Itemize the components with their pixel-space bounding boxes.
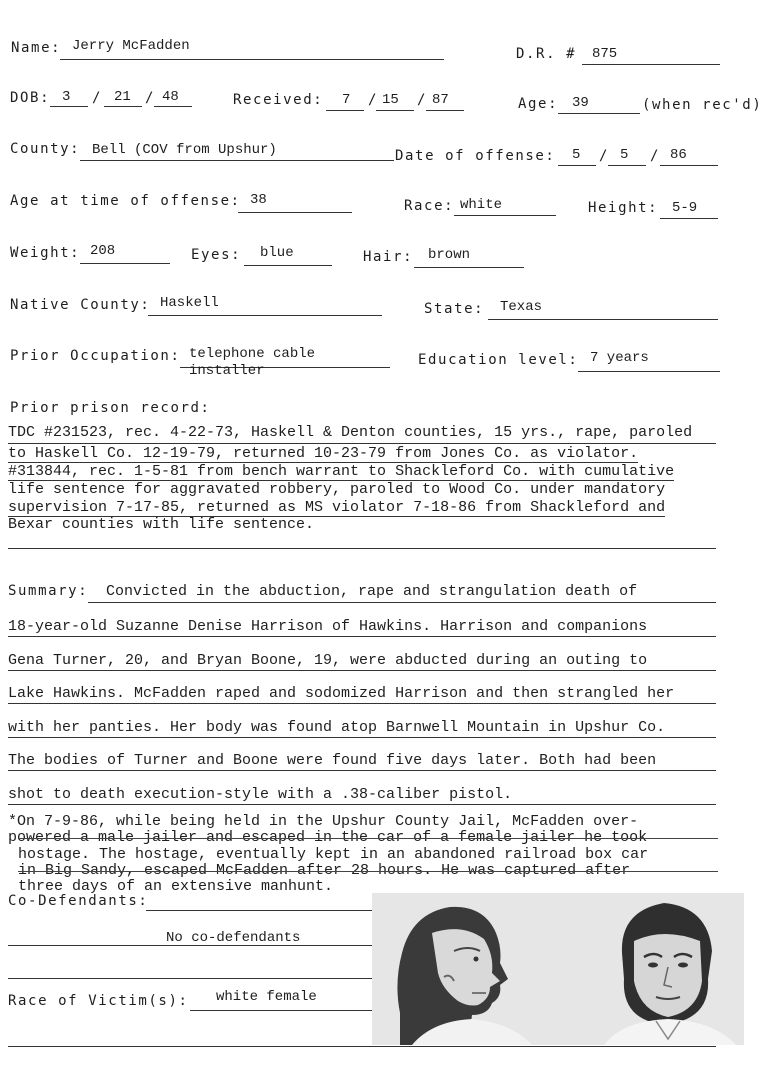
received-year-line xyxy=(426,110,464,111)
summary-line: 18-year-old Suzanne Denise Harrison of Hawkins. Harrison and companions xyxy=(8,618,648,635)
received-label: Received: xyxy=(233,92,324,108)
slash: / xyxy=(145,90,156,106)
weight-line xyxy=(80,263,170,264)
escape-note-line: *On 7-9-86, while being held in the Upshur County Jail, McFadden over- xyxy=(8,813,639,830)
eyes-label: Eyes: xyxy=(191,247,242,263)
slash: / xyxy=(599,148,610,164)
county-line xyxy=(80,160,394,161)
summary-line: The bodies of Turner and Boone were found five days later. Both had been xyxy=(8,752,657,769)
weight-label: Weight: xyxy=(10,245,81,261)
age-line xyxy=(558,113,640,114)
summary-line: with her panties. Her body was found atop Barnwell Mountain in Upshur Co. xyxy=(8,719,666,736)
when-recd-note: (when rec'd) xyxy=(642,97,763,113)
summary-rule xyxy=(88,602,716,603)
summary-rule xyxy=(8,636,716,637)
prior-record-line: supervision 7-17-85, returned as MS violator 7-18-86 from Shackleford and xyxy=(8,499,666,516)
received-day: 15 xyxy=(382,92,399,108)
slash: / xyxy=(417,92,428,108)
dob-month-line xyxy=(50,106,88,107)
offense-year: 86 xyxy=(670,147,687,163)
name-line xyxy=(60,59,444,60)
date-of-offense-label: Date of offense: xyxy=(395,148,556,164)
age-value: 39 xyxy=(572,95,589,111)
offense-year-line xyxy=(660,165,718,166)
race-line xyxy=(454,215,556,216)
received-month: 7 xyxy=(342,92,351,108)
prior-record-line: Bexar counties with life sentence. xyxy=(8,516,315,533)
dob-label: DOB: xyxy=(10,90,51,106)
mugshot-image xyxy=(372,893,744,1045)
prior-record-line: TDC #231523, rec. 4-22-73, Haskell & Denton counties, 15 yrs., rape, paroled xyxy=(8,424,693,441)
education-level-value: 7 years xyxy=(590,350,649,366)
hair-label: Hair: xyxy=(363,249,414,265)
age-at-offense-value: 38 xyxy=(250,192,267,208)
mugshot-photo xyxy=(372,893,744,1045)
escape-note-line: powered a male jailer and escaped in the car of a female jailer he took xyxy=(8,829,648,846)
name-label: Name: xyxy=(11,40,62,56)
prior-prison-record-label: Prior prison record: xyxy=(10,400,211,416)
escape-note-line: three days of an extensive manhunt. xyxy=(18,878,334,895)
dob-day-line xyxy=(104,106,142,107)
height-label: Height: xyxy=(588,200,659,216)
received-month-line xyxy=(326,110,364,111)
eyes-value: blue xyxy=(260,245,294,261)
hair-line xyxy=(414,267,524,268)
summary-rule xyxy=(8,703,716,704)
summary-rule xyxy=(8,804,716,805)
race-of-victims-value: white female xyxy=(216,989,317,1005)
offense-day: 5 xyxy=(620,147,629,163)
summary-line: Convicted in the abduction, rape and strangulation death of xyxy=(106,583,638,600)
strikethrough-line xyxy=(18,871,718,872)
offense-month-line xyxy=(558,165,596,166)
summary-line: Gena Turner, 20, and Bryan Boone, 19, were abducted during an outing to xyxy=(8,652,648,669)
summary-rule xyxy=(8,737,716,738)
state-line xyxy=(488,319,718,320)
escape-note-line: in Big Sandy, escaped McFadden after 28 hours. He was captured after xyxy=(18,862,631,879)
co-defendants-line xyxy=(146,910,372,911)
prior-record-rule xyxy=(8,548,716,549)
prior-record-line: to Haskell Co. 12-19-79, returned 10-23-79 from Jones Co. as violator. xyxy=(8,445,639,462)
native-county-value: Haskell xyxy=(160,295,219,311)
bottom-rule xyxy=(8,1046,716,1047)
county-label: County: xyxy=(10,141,81,157)
state-label: State: xyxy=(424,301,485,317)
summary-line: Lake Hawkins. McFadden raped and sodomized Harrison and then strangled her xyxy=(8,685,675,702)
prior-record-rule xyxy=(8,443,716,444)
dob-day: 21 xyxy=(114,89,131,105)
county-value: Bell (COV from Upshur) xyxy=(92,142,277,158)
co-defendants-line xyxy=(8,978,372,979)
summary-line: shot to death execution-style with a .38-caliber pistol. xyxy=(8,786,513,803)
prior-occupation-line2: installer xyxy=(189,363,265,379)
race-value: white xyxy=(460,197,503,213)
received-year: 87 xyxy=(432,92,449,108)
height-value: 5-9 xyxy=(672,200,698,216)
hair-value: brown xyxy=(428,247,471,263)
name-value: Jerry McFadden xyxy=(72,38,190,54)
native-county-line xyxy=(148,315,382,316)
age-label: Age: xyxy=(518,96,559,112)
received-day-line xyxy=(376,110,414,111)
offense-day-line xyxy=(608,165,646,166)
prior-record-line: #313844, rec. 1-5-81 from bench warrant to Shackleford Co. with cumulative xyxy=(8,463,675,480)
summary-rule xyxy=(8,670,716,671)
co-defendants-label: Co-Defendants: xyxy=(8,893,149,909)
age-at-offense-label: Age at time of offense: xyxy=(10,193,241,209)
race-of-victims-label: Race of Victim(s): xyxy=(8,993,189,1009)
prior-record-line: life sentence for aggravated robbery, paroled to Wood Co. under mandatory xyxy=(8,481,666,498)
slash: / xyxy=(92,90,103,106)
state-value: Texas xyxy=(500,299,543,315)
dob-year: 48 xyxy=(162,89,179,105)
dob-month: 3 xyxy=(62,89,71,105)
dr-number-value: 875 xyxy=(592,46,618,62)
dr-label: D.R. # xyxy=(516,46,577,62)
escape-note-line: hostage. The hostage, eventually kept in an abandoned railroad box car xyxy=(18,846,649,863)
weight-value: 208 xyxy=(90,243,116,259)
race-label: Race: xyxy=(404,198,455,214)
summary-label: Summary: xyxy=(8,583,89,599)
slash: / xyxy=(368,92,379,108)
education-level-label: Education level: xyxy=(418,352,579,368)
dob-year-line xyxy=(154,106,192,107)
native-county-label: Native County: xyxy=(10,297,151,313)
race-of-victims-line xyxy=(190,1010,372,1011)
summary-rule xyxy=(8,770,716,771)
age-at-offense-line xyxy=(238,212,352,213)
prior-occupation-label: Prior Occupation: xyxy=(10,348,181,364)
dr-line xyxy=(582,64,720,65)
slash: / xyxy=(650,148,661,164)
co-defendants-value: No co-defendants xyxy=(166,930,301,946)
eyes-line xyxy=(244,265,332,266)
co-defendants-line xyxy=(8,945,372,946)
education-level-line xyxy=(578,371,720,372)
height-line xyxy=(660,218,718,219)
strikethrough-line xyxy=(18,838,718,839)
prior-occupation-line1: telephone cable xyxy=(189,346,316,362)
offense-month: 5 xyxy=(572,147,581,163)
